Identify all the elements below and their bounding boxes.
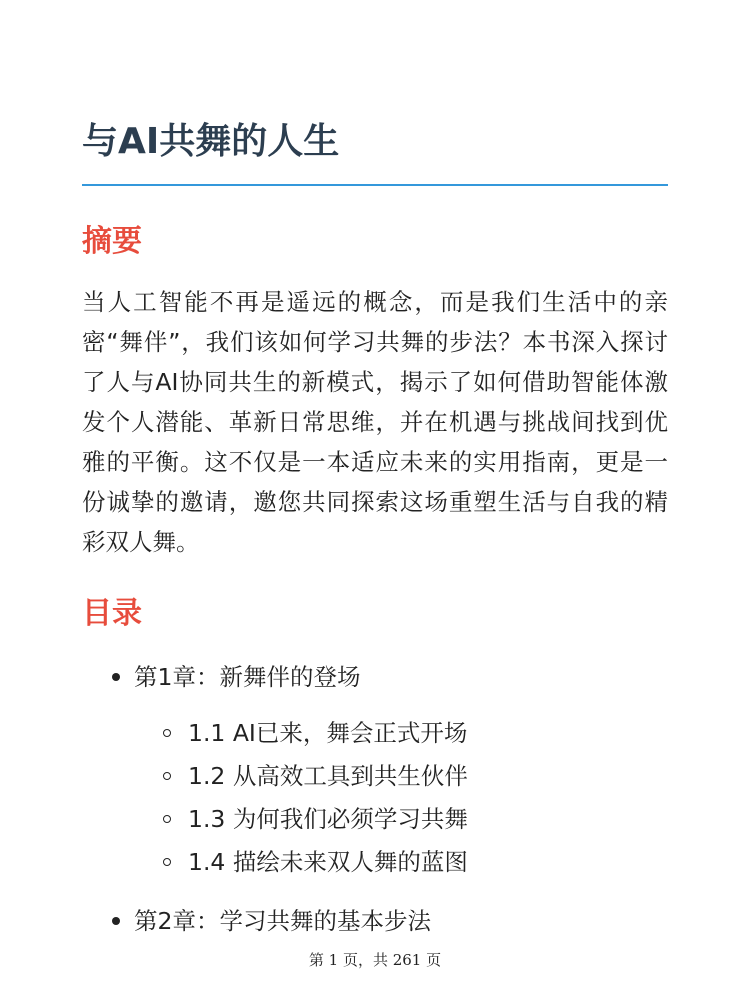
toc-section-1-1: 1.1 AI已来，舞会正式开场	[188, 719, 468, 747]
title-divider	[82, 184, 668, 186]
abstract-heading: 摘要	[82, 224, 142, 259]
abstract-paragraph: 当人工智能不再是遥远的概念，而是我们生活中的亲密“舞伴”，我们该如何学习共舞的步法？本书深入探讨了人与AI协同共生的新模式，揭示了如何借助智能体激发个人潜能、革新日常思维，并在机遇与挑战间找到优雅的平衡。这不仅是一本适应未来的实用指南，更是一份诚挚的邀请，邀您共同探索这场重塑生活与自我的精彩双人舞。	[82, 288, 668, 556]
chapter-bullet-icon	[112, 917, 120, 925]
section-bullet-icon	[163, 729, 171, 737]
toc-heading: 目录	[82, 596, 142, 631]
toc-chapter-1: 第1章：新舞伴的登场	[134, 663, 361, 691]
toc-section-1-3: 1.3 为何我们必须学习共舞	[188, 805, 468, 833]
section-bullet-icon	[163, 858, 171, 866]
toc-section-1-2: 1.2 从高效工具到共生伙伴	[188, 762, 468, 790]
toc-chapter-2: 第2章：学习共舞的基本步法	[134, 907, 431, 935]
page-number-footer: 第 1 页，共 261 页	[308, 951, 442, 969]
section-bullet-icon	[163, 772, 171, 780]
chapter-bullet-icon	[112, 673, 120, 681]
section-bullet-icon	[163, 815, 171, 823]
document-title: 与AI共舞的人生	[82, 121, 340, 162]
toc-section-1-4: 1.4 描绘未来双人舞的蓝图	[188, 848, 468, 876]
